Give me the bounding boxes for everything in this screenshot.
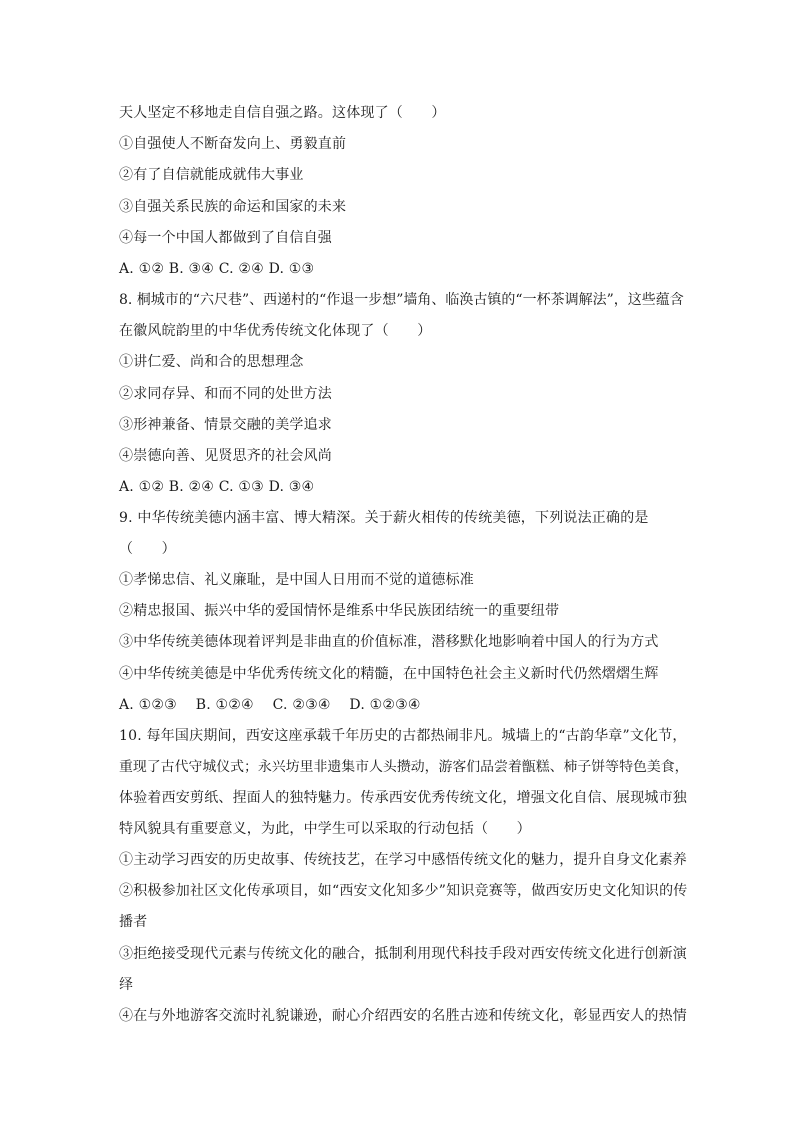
- option-2: ②精忠报国、振兴中华的爱国情怀是维系中华民族团结统一的重要纽带: [119, 603, 560, 619]
- question-10-continued: 重现了古代守城仪式；永兴坊里非遗集市人头攒动，游客们品尝着甑糕、柿子饼等特色美食，: [119, 759, 689, 775]
- question-8: 8. 桐城市的“六尺巷”、西递村的“作退一步想”墙角、临涣古镇的“一杯茶调解法”，这些蕴含: [119, 292, 684, 308]
- option-2-continued: 播者: [119, 914, 148, 930]
- option-4: ④中华传统美德是中华优秀传统文化的精髓，在中国特色社会主义新时代仍然熠熠生辉: [119, 666, 659, 682]
- option-1: ①孝悌忠信、礼义廉耻，是中国人日用而不觉的道德标准: [119, 572, 474, 588]
- option-1: ①主动学习西安的历史故事、传统技艺，在学习中感悟传统文化的魅力，提升自身文化素养: [119, 852, 687, 868]
- option-1: ①讲仁爱、尚和合的思想理念: [119, 354, 304, 370]
- question-10-continued: 特风貌具有重要意义，为此，中学生可以采取的行动包括（ ）: [119, 821, 531, 837]
- text-line: 天人坚定不移地走自信自强之路。这体现了（ ）: [119, 105, 446, 121]
- option-3: ③中华传统美德体现着评判是非曲直的价值标准，潜移默化地影响着中国人的行为方式: [119, 634, 659, 650]
- answer-choices: A. ①② B. ②④ C. ①③ D. ③④: [119, 479, 315, 495]
- option-3: ③自强关系民族的命运和国家的未来: [119, 199, 347, 215]
- option-2: ②积极参加社区文化传承项目，如“西安文化知多少”知识竞赛等，做西安历史文化知识的传: [119, 883, 688, 899]
- option-4: ④崇德向善、见贤思齐的社会风尚: [119, 448, 332, 464]
- option-4: ④每一个中国人都做到了自信自强: [119, 230, 332, 246]
- question-10-continued: 体验着西安剪纸、捏面人的独特魅力。传承西安优秀传统文化，增强文化自信、展现城市独: [119, 790, 687, 806]
- answer-choices: A. ①②③ B. ①②④ C. ②③④ D. ①②③④: [119, 697, 421, 713]
- question-9-continued: （ ）: [119, 541, 176, 557]
- answer-choices: A. ①② B. ③④ C. ②④ D. ①③: [119, 261, 315, 277]
- option-2: ②求同存异、和而不同的处世方法: [119, 386, 332, 402]
- question-10: 10. 每年国庆期间，西安这座承载千年历史的古都热闹非凡。城墙上的“古韵华章”文化节，: [119, 728, 687, 744]
- option-3-continued: 绎: [119, 977, 134, 993]
- question-8-continued: 在徽风皖韵里的中华优秀传统文化体现了（ ）: [119, 323, 432, 339]
- question-9: 9. 中华传统美德内涵丰富、博大精深。关于薪火相传的传统美德，下列说法正确的是: [119, 510, 649, 526]
- option-1: ①自强使人不断奋发向上、勇毅直前: [119, 136, 347, 152]
- option-2: ②有了自信就能成就伟大事业: [119, 167, 304, 183]
- option-3: ③拒绝接受现代元素与传统文化的融合，抵制利用现代科技手段对西安传统文化进行创新演: [119, 946, 687, 962]
- option-4: ④在与外地游客交流时礼貌谦逊，耐心介绍西安的名胜古迹和传统文化，彰显西安人的热情: [119, 1008, 687, 1024]
- option-3: ③形神兼备、情景交融的美学追求: [119, 417, 332, 433]
